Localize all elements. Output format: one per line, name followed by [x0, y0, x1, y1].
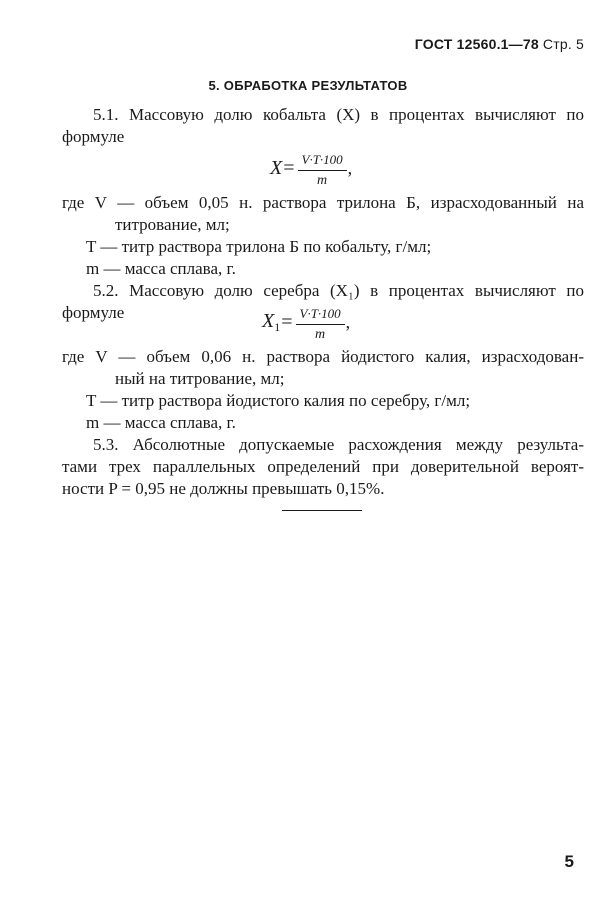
paragraph-5-3-line-3: ности P = 0,95 не должны превышать 0,15%. [62, 479, 385, 498]
legend-cobalt [62, 192, 584, 280]
legend-cobalt-v-line-1: где V — объем 0,05 н. раствора трилона Б, израсходованный на [62, 193, 584, 212]
legend-cobalt-t-line: T — титр раствора трилона Б по кобальту, г/мл; [86, 237, 432, 256]
paragraph-5-1-line-1: 5.1. Массовую долю кобальта (X) в процентах вычисляют по [93, 105, 584, 124]
formula-silver-comma: , [345, 312, 351, 332]
formula-silver-numerator: V·T·100 [296, 306, 345, 325]
paragraph-5-3 [62, 434, 584, 500]
formula-silver-lhs: $X_1$ [262, 310, 281, 334]
formula-cobalt-lhs: X [270, 157, 283, 179]
formula-silver-fraction [296, 306, 345, 343]
paragraph-5-2-line-2: формуле [62, 303, 125, 322]
legend-silver-v-line-1: где V — объем 0,06 н. раствора йодистого калия, израсходован- [62, 347, 584, 366]
formula-silver-denominator: m [315, 327, 326, 342]
formula-cobalt [270, 148, 352, 189]
legend-silver [62, 346, 584, 434]
paragraph-5-3-line-2: тами трех параллельных определений при доверительной вероят- [62, 457, 584, 476]
paragraph-5-1-line-2: формуле [62, 127, 125, 146]
legend-silver-t-line: T — титр раствора йодистого калия по серебру, г/мл; [86, 391, 471, 410]
formula-cobalt-comma: , [347, 158, 353, 178]
paragraph-5-1 [62, 104, 584, 148]
section-title: 5. ОБРАБОТКА РЕЗУЛЬТАТОВ [208, 78, 408, 93]
formula-cobalt-fraction [298, 152, 347, 189]
formula-silver-equals: = [281, 311, 293, 333]
formula-cobalt-equals: = [283, 157, 295, 179]
formula-silver-subscript: 1 [274, 320, 281, 334]
paragraph-5-2-line-1: 5.2. Массовую долю серебра (X₁) в процентах вычисляют по [93, 281, 584, 300]
formula-silver [262, 302, 350, 343]
legend-cobalt-v-line-2: титрование, мл; [115, 215, 230, 234]
formula-cobalt-denominator: m [317, 173, 328, 188]
end-rule [282, 510, 362, 511]
formula-cobalt-numerator: V·T·100 [298, 152, 347, 171]
paragraph-5-3-line-1: 5.3. Абсолютные допускаемые расхождения между результа- [93, 435, 584, 454]
legend-silver-m-line: m — масса сплава, г. [86, 413, 236, 432]
page-header [415, 36, 584, 52]
page-label: Стр. 5 [542, 36, 584, 52]
standard-number: ГОСТ 12560.1—78 [414, 36, 539, 52]
legend-silver-v-line-2: ный на титрование, мл; [115, 369, 285, 388]
legend-cobalt-m-line: m — масса сплава, г. [86, 259, 236, 278]
page-number: 5 [564, 852, 574, 871]
